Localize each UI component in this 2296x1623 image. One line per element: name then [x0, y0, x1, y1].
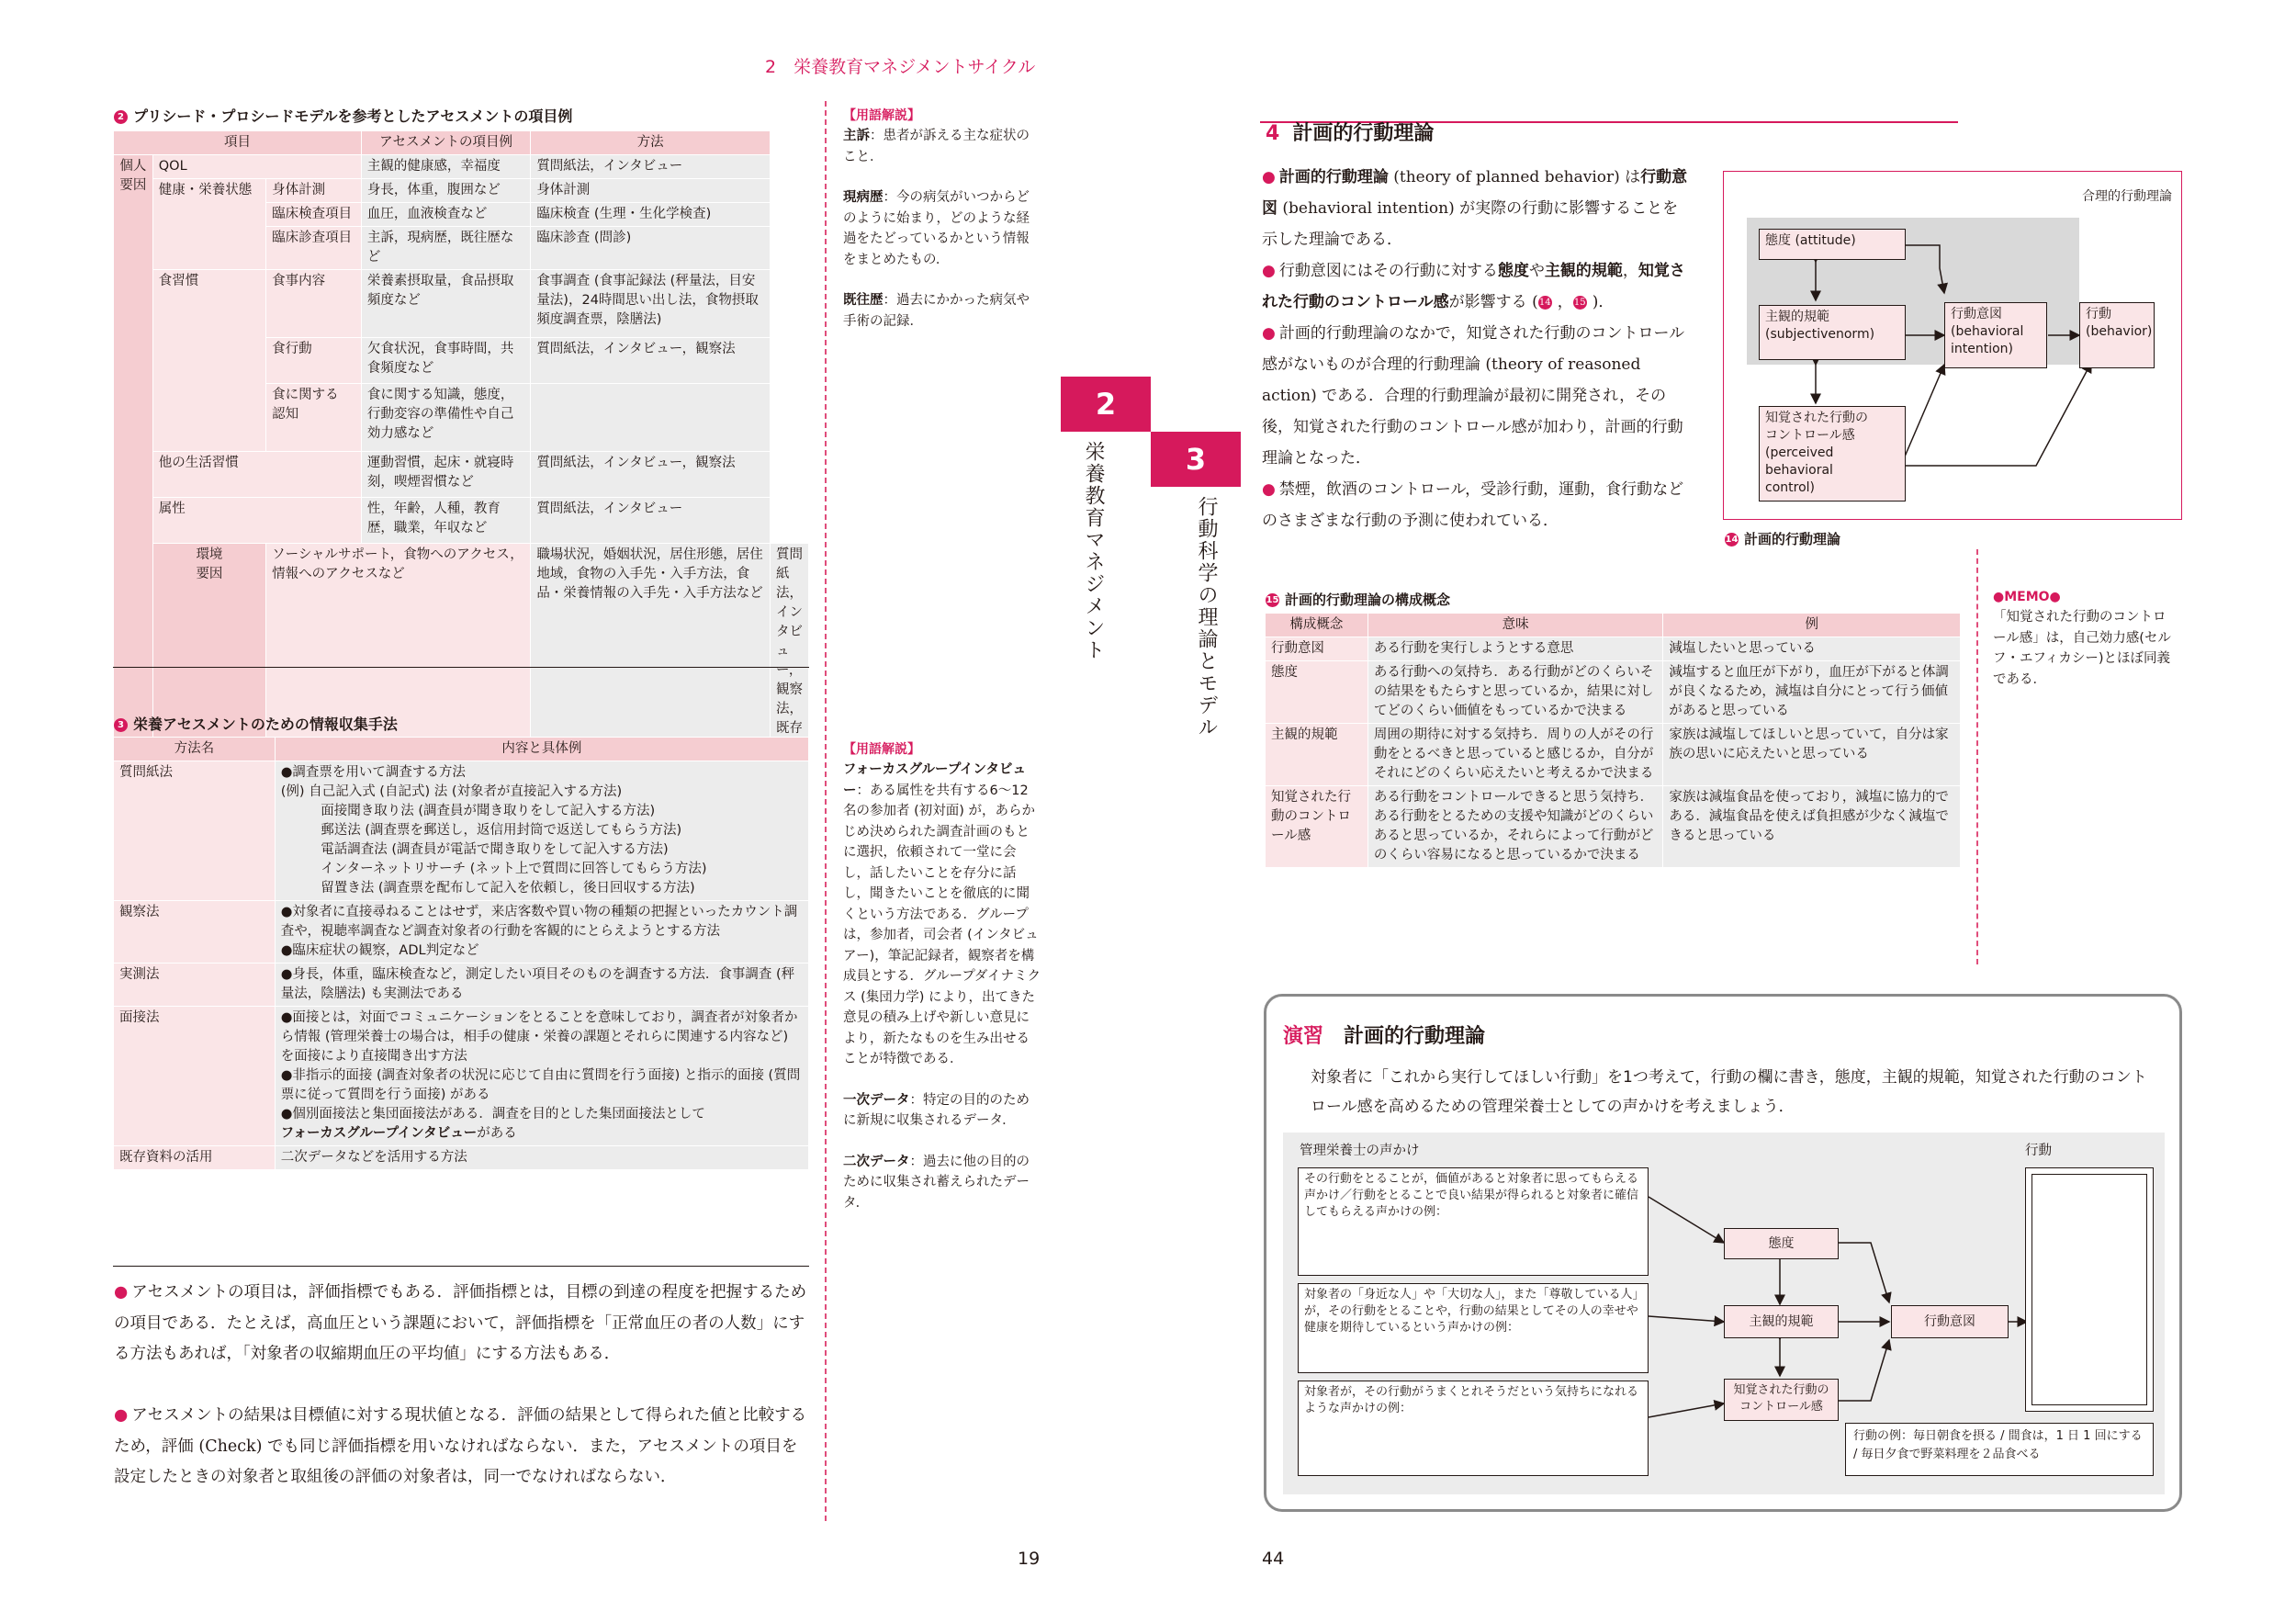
intention-box: 行動意図 (behavioral intention) [1944, 302, 2047, 368]
section-body: ● 計画的行動理論 (theory of planned behavior) は行動意図 (behavioral intention) が実際の行動に影響することを示した理論である． ● 行動意図にはその行動に対する態度や主観的規範，知覚された行動のコントロール感が影響する (14 ，15 )． ● 計画的行動理論のなかで，知覚された行動のコントロール感がないものが合理的行動理論 (theory of reasoned action) である．合理的行動理論が最初に開発され，その後，知覚された行動のコントロール感が加わり，計画的行動理論となった． ● 禁煙，飲酒のコントロール，受診行動，運動，食行動などのさまざまな行動の予測に使われている． [1262, 168, 1688, 530]
chapter-label-2: 栄養教育マネジメント [1082, 441, 1105, 661]
table-row: 行動意図 ある行動を実行しようとする意思 減塩したいと思っている [1266, 637, 1961, 661]
gloss-divider [825, 101, 827, 1521]
chapter-tab-2[interactable]: 2 [1061, 377, 1151, 432]
exercise-box [1264, 994, 2182, 1512]
worksheet-area [1283, 1133, 2165, 1494]
table2-title: 2 プリシード・プロシードモデルを参考としたアセスメントの項目例 [114, 107, 572, 127]
q-norm-field[interactable]: 対象者の「身近な人」や「大切な人」，また「尊敬している人」が，その行動をとることや，行動の結果としてその人の幸せや健康を期待しているという声かけの例： [1298, 1283, 1649, 1373]
info-collection-table [113, 737, 809, 1170]
table-row: 食行動 欠食状況，食事時間，共食頻度など 質問紙法，インタビュー，観察法 [114, 338, 809, 384]
q-attitude-field[interactable]: その行動をとることが，価値があると対象者に思ってもらえる声かけ／行動をとることで良い結果が得られると対象者に確信してもらえる声かけの例： [1298, 1167, 1649, 1276]
table-row: 主観的規範 周囲の期待に対する気持ち．周りの人がその行動をとるべきと思っていると感じるか，自分がそれにどのくらい応えたいと考えるかで決まる 家族は減塩してほしいと思っていて，自分は家族の思いに応えたいと思っている [1266, 724, 1961, 786]
perceived-control-box: 知覚された行動の コントロール感 (perceived behavioral control) [1759, 406, 1906, 502]
attitude-box: 態度 (attitude) [1759, 229, 1906, 260]
page-number-right: 44 [1262, 1549, 1285, 1569]
table-row: 質問紙法 ●調査票を用いて調査する方法 (例) 自己記入式 (自記式) 法 (対象者が直接記入する方法) 面接聞き取り法 (調査員が聞き取りをして記入する方法) 郵送法 (調査票を郵送し，返信用封筒で返送してもらう方法) 電話調査法 (調査員が電話で聞き取りをして記入する方法) インターネットリサーチ (ネット上で質問に回答してもらう方法) 留置き法 (調査票を配布して記入を依頼し，後日回収する方法) [114, 761, 809, 901]
chapter-label-3: 行動科学の理論とモデル [1195, 496, 1218, 738]
table-row: 臨床診査項目 主訴，現病歴，既往歴など 臨床診査 (問診) [114, 227, 809, 270]
table-header-row: 項目 アセスメントの項目例 方法 [114, 131, 809, 155]
divider [113, 1266, 809, 1267]
behavior-box: 行動 (behavior) [2079, 302, 2155, 368]
exercise-title: 演習 計画的行動理論 [1283, 1025, 1486, 1048]
table-row: 態度 ある行動への気持ち．ある行動がどのくらいその結果をもたらすと思っているか，結果に対してどのくらい価値をもっているかで決まる 減塩すると血圧が下がり，血圧が下がると体調が良くなるため，減塩は自分にとって行う価値があると思っている [1266, 661, 1961, 724]
ws-control-box: 知覚された行動の コントロール感 [1724, 1379, 1839, 1421]
behavior-answer-field[interactable] [2025, 1167, 2154, 1412]
section-heading: 4 計画的行動理論 [1266, 122, 1435, 145]
body-paragraph-2: ● アセスメントの結果は目標値に対する現状値となる．評価の結果として得られた値と比較するため，評価 (Check) でも同じ評価指標を用いなければならない．また，アセスメントの項目を設定したときの対象者と取組後の評価の対象者は，同一でなければならない． [114, 1406, 807, 1486]
body-paragraph-1: ● アセスメントの項目は，評価指標でもある．評価指標とは，目標の到達の程度を把握するための項目である．たとえば，高血圧という課題において，評価指標を「正常血圧の者の人数」にする方法もあれば，「対象者の収縮期血圧の平均値」にする方法もある． [114, 1283, 807, 1363]
page-number-left: 19 [1018, 1549, 1041, 1569]
subjective-norm-box: 主観的規範 (subjectivenorm) [1759, 305, 1906, 360]
memo-divider [1976, 549, 1978, 964]
ws-intention-box: 行動意図 [1891, 1305, 2009, 1338]
table-row: 他の生活習慣 運動習慣，起床・就寝時刻，喫煙習慣など 質問紙法，インタビュー，観察法 [114, 452, 809, 498]
ws-norm-box: 主観的規範 [1724, 1305, 1839, 1338]
table-row: 属性 性，年齢，人種，教育歴，職業，年収など 質問紙法，インタビュー [114, 498, 809, 544]
memo: ●MEMO● 「知覚された行動のコントロール感」は，自己効力感(セルフ・エフィカシー)とほぼ同義である． [1993, 590, 2171, 687]
rational-action-label: 合理的行動理論 [2082, 189, 2172, 204]
exercise-instruction: 対象者に「これから実行してほしい行動」を1つ考えて，行動の欄に書き，態度，主観的規範，知覚された行動のコントロール感を高めるための管理栄養士としての声かけを考えましょう． [1311, 1068, 2147, 1116]
glossary-2: 【用語解説】 フォーカスグループインタビュー：ある属性を共有する6〜12名の参加者 (初対面) が，あらかじめ決められた調査計画のもとに選択，依頼されて一堂に会し，話したいことを存分に話し，聞きたいことを徹底的に聞くという方法である．グループは，参加者，司会者 (インタビュアー)，筆記記録者，観察者を構成員とする．グループダイナミクス (集団力学) により，出てきた意見の積み上げや新しい意見により，新たなものを生み出せることが特徴である． 一次データ：特定の目的のために新規に収集されるデータ． 二次データ：過去に他の目的のために収集され蓄えられたデータ． [843, 742, 1041, 1211]
group-personal: 個人 要因 [114, 155, 153, 818]
table15-title: 15 計画的行動理論の構成概念 [1266, 592, 1451, 608]
table-row: 健康・栄養状態 身体計測 身長，体重，腹囲など 身体計測 [114, 179, 809, 203]
table-row: 食に関する 認知 食に関する知識，態度，行動変容の準備性や自己効力感など [114, 384, 809, 452]
col-left-label: 管理栄養士の声かけ [1300, 1144, 1420, 1158]
table-row: 面接法 ●面接とは，対面でコミュニケーションをとることを意味しており，調査者が対象者から情報 (管理栄養士の場合は，相手の健康・栄養の課題とそれらに関連する内容など) を面接により直接聞き出す方法 ●非指示的面接 (調査対象者の状況に応じて自由に質問を行う面接) と指示的面接 (質問票に従って質問を行う面接) がある ●個別面接法と集団面接法がある．調査を目的とした集団面接法として フォーカスグループインタビューがある [114, 1007, 809, 1146]
table3-title: 3 栄養アセスメントのための情報収集手法 [114, 715, 398, 735]
table-header-row: 方法名 内容と具体例 [114, 738, 809, 761]
table-header-row: 構成概念 意味 例 [1266, 614, 1961, 637]
behavior-example: 行動の例：毎日朝食を摂る / 間食は，1 日 1 回にする / 毎日夕食で野菜料理を２品食べる [1845, 1423, 2154, 1476]
running-head: 2 栄養教育マネジメントサイクル [765, 57, 1036, 77]
col-right-label: 行動 [2025, 1144, 2052, 1158]
figure-14-caption: 14 計画的行動理論 [1725, 531, 1841, 547]
ws-attitude-box: 態度 [1724, 1228, 1839, 1259]
table-row: 食習慣 食事内容 栄養素摂取量，食品摂取頻度など 食事調査 (食事記録法 (秤量法，目安量法)，24時間思い出し法，食物摂取頻度調査票，陰膳法) [114, 270, 809, 338]
table-row: 実測法 ●身長，体重，臨床検査など，測定したい項目そのものを調査する方法．食事調査 (秤量法，陰膳法) も実測法である [114, 964, 809, 1007]
divider [113, 667, 809, 668]
group-environment: 環境 要因 [152, 544, 265, 818]
table-row: 環境 要因 ソーシャルサポート，食物へのアクセス，情報へのアクセスなど 職場状況，婚姻状況，居住形態，居住地域，食物の入手先・入手方法，食品・栄養情報の入手先・入手方法など 質問紙法，インタビュー，観察法，既存 [114, 544, 809, 818]
chapter-tab-3[interactable]: 3 [1151, 432, 1241, 487]
table-row: 知覚された行動のコントロール感 ある行動をコントロールできると思う気持ち．ある行動をとるための支援や知識がどのくらいあると思っているか，それらによって行動がどのくらい容易になると思っているかで決まる 家族は減塩食品を使っており，減塩に協力的である．減塩食品を使えば負担感が少なく減塩できると思っている [1266, 786, 1961, 868]
q-control-field[interactable]: 対象者が，その行動がうまくとれそうだという気持ちになれるような声かけの例： [1298, 1381, 1649, 1476]
tpb-concepts-table [1265, 613, 1961, 868]
table-row: 既存資料の活用 二次データなどを活用する方法 [114, 1146, 809, 1170]
glossary-1: 【用語解説】 主訴：患者が訴える主な症状のこと． 現病歴：今の病気がいつからどのように始まり，どのような経過をたどっているかという情報をまとめたもの． 既往歴：過去にかかった病気や手術の記録． [843, 108, 1030, 329]
table-row: 個人 要因 QOL 主観的健康感，幸福度 質問紙法，インタビュー [114, 155, 809, 179]
table-row: 観察法 ●対象者に直接尋ねることはせず，来店客数や買い物の種類の把握といったカウント調査や，視聴率調査など調査対象者の行動を客観的にとらえようとする方法 ●臨床症状の観察，ADL判定など [114, 901, 809, 964]
table-row: 臨床検査項目 血圧，血液検査など 臨床検査 (生理・生化学検査) [114, 203, 809, 227]
figure-14 [1723, 171, 2182, 520]
